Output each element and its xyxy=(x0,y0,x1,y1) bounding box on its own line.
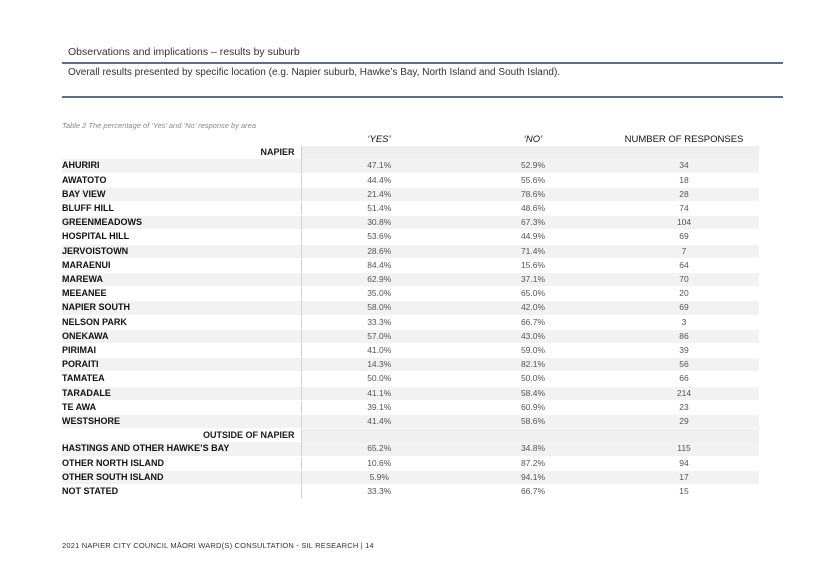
no-percent-cell: 71.4% xyxy=(457,244,609,258)
area-cell: BLUFF HILL xyxy=(62,202,301,216)
table-row xyxy=(62,485,759,499)
responses-column-header: NUMBER OF RESPONSES xyxy=(624,134,744,145)
yes-percent-cell: 58.0% xyxy=(301,301,457,315)
table-row xyxy=(62,258,759,272)
responses-count-cell: 39 xyxy=(609,344,759,358)
no-percent-cell: 34.8% xyxy=(457,442,609,456)
area-cell: MARAENUI xyxy=(62,258,301,272)
area-cell: HOSPITAL HILL xyxy=(62,230,301,244)
no-percent-cell: 42.0% xyxy=(457,301,609,315)
header-rule-bottom xyxy=(62,96,783,98)
area-cell: OTHER NORTH ISLAND xyxy=(62,456,301,470)
area-cell: AWATOTO xyxy=(62,173,301,187)
area-cell: MEEANEE xyxy=(62,287,301,301)
no-percent-cell: 66.7% xyxy=(457,315,609,329)
yes-percent-cell: 47.1% xyxy=(301,159,457,173)
area-cell: TARADALE xyxy=(62,386,301,400)
table-row xyxy=(62,358,759,372)
table-body xyxy=(62,146,759,499)
area-cell: AHURIRI xyxy=(62,159,301,173)
yes-percent-cell: 57.0% xyxy=(301,329,457,343)
group-row-filler xyxy=(609,429,759,443)
no-percent-cell: 58.6% xyxy=(457,415,609,429)
area-cell: PORAITI xyxy=(62,358,301,372)
yes-percent-cell: 44.4% xyxy=(301,173,457,187)
table-row xyxy=(62,301,759,315)
area-cell: TAMATEA xyxy=(62,372,301,386)
responses-count-cell: 17 xyxy=(609,470,759,484)
table-caption: Table 2 The percentage of ‘Yes’ and ‘No’ response by area xyxy=(62,121,257,130)
table-group-row xyxy=(62,146,759,159)
no-percent-cell: 87.2% xyxy=(457,456,609,470)
group-row-filler xyxy=(609,146,759,159)
responses-count-cell: 28 xyxy=(609,187,759,201)
area-cell: WESTSHORE xyxy=(62,415,301,429)
table-row xyxy=(62,400,759,414)
area-cell: PIRIMAI xyxy=(62,344,301,358)
table-row xyxy=(62,202,759,216)
yes-percent-cell: 33.3% xyxy=(301,315,457,329)
responses-count-cell: 18 xyxy=(609,173,759,187)
no-percent-cell: 52.9% xyxy=(457,159,609,173)
yes-percent-cell: 10.6% xyxy=(301,456,457,470)
responses-count-cell: 115 xyxy=(609,442,759,456)
responses-count-cell: 74 xyxy=(609,202,759,216)
yes-percent-cell: 21.4% xyxy=(301,187,457,201)
no-percent-cell: 43.0% xyxy=(457,329,609,343)
responses-count-cell: 66 xyxy=(609,372,759,386)
area-cell: NOT STATED xyxy=(62,485,301,499)
table-group-row xyxy=(62,429,759,443)
responses-count-cell: 70 xyxy=(609,273,759,287)
group-row-filler xyxy=(301,429,457,443)
no-percent-cell: 66.7% xyxy=(457,485,609,499)
yes-percent-cell: 84.4% xyxy=(301,258,457,272)
table-row xyxy=(62,386,759,400)
no-percent-cell: 60.9% xyxy=(457,400,609,414)
responses-count-cell: 69 xyxy=(609,301,759,315)
area-cell: MAREWA xyxy=(62,273,301,287)
yes-percent-cell: 53.6% xyxy=(301,230,457,244)
yes-percent-cell: 39.1% xyxy=(301,400,457,414)
page-footer: 2021 NAPIER CITY COUNCIL MĀORI WARD(S) CONSULTATION - SIL RESEARCH | 14 xyxy=(62,541,374,550)
yes-percent-cell: 14.3% xyxy=(301,358,457,372)
responses-count-cell: 7 xyxy=(609,244,759,258)
area-cell: BAY VIEW xyxy=(62,187,301,201)
yes-percent-cell: 28.6% xyxy=(301,244,457,258)
responses-count-cell: 94 xyxy=(609,456,759,470)
no-percent-cell: 59.0% xyxy=(457,344,609,358)
table-row xyxy=(62,315,759,329)
table-row xyxy=(62,244,759,258)
responses-count-cell: 29 xyxy=(609,415,759,429)
yes-percent-cell: 35.0% xyxy=(301,287,457,301)
responses-count-cell: 20 xyxy=(609,287,759,301)
area-cell: ONEKAWA xyxy=(62,329,301,343)
table-row xyxy=(62,470,759,484)
area-cell: HASTINGS AND OTHER HAWKE’S BAY xyxy=(62,442,301,456)
area-column-header xyxy=(62,133,301,146)
responses-count-cell: 23 xyxy=(609,400,759,414)
area-cell: JERVOISTOWN xyxy=(62,244,301,258)
responses-count-cell: 86 xyxy=(609,329,759,343)
table-row xyxy=(62,442,759,456)
area-cell: TE AWA xyxy=(62,400,301,414)
group-row-filler xyxy=(457,146,609,159)
yes-column-header: ‘YES’ xyxy=(367,134,391,145)
no-percent-cell: 37.1% xyxy=(457,273,609,287)
responses-count-cell: 64 xyxy=(609,258,759,272)
no-percent-cell: 44.9% xyxy=(457,230,609,244)
group-row-filler xyxy=(457,429,609,443)
group-row-filler xyxy=(301,146,457,159)
yes-percent-cell: 62.9% xyxy=(301,273,457,287)
table-row xyxy=(62,230,759,244)
table-row xyxy=(62,159,759,173)
header-rule-top xyxy=(62,62,783,64)
responses-count-cell: 104 xyxy=(609,216,759,230)
responses-count-cell: 15 xyxy=(609,485,759,499)
yes-percent-cell: 65.2% xyxy=(301,442,457,456)
table-row xyxy=(62,415,759,429)
area-cell: NAPIER SOUTH xyxy=(62,301,301,315)
no-percent-cell: 48.6% xyxy=(457,202,609,216)
no-percent-cell: 55.6% xyxy=(457,173,609,187)
yes-percent-cell: 50.0% xyxy=(301,372,457,386)
results-table xyxy=(62,133,759,499)
group-label: NAPIER xyxy=(62,146,301,159)
no-percent-cell: 65.0% xyxy=(457,287,609,301)
table-row xyxy=(62,216,759,230)
responses-count-cell: 69 xyxy=(609,230,759,244)
table-row xyxy=(62,456,759,470)
no-percent-cell: 50.0% xyxy=(457,372,609,386)
yes-percent-cell: 33.3% xyxy=(301,485,457,499)
area-cell: GREENMEADOWS xyxy=(62,216,301,230)
no-percent-cell: 58.4% xyxy=(457,386,609,400)
no-column-header: ‘NO’ xyxy=(523,134,543,145)
no-percent-cell: 15.6% xyxy=(457,258,609,272)
no-percent-cell: 94.1% xyxy=(457,470,609,484)
table-row xyxy=(62,173,759,187)
yes-percent-cell: 41.4% xyxy=(301,415,457,429)
table-row xyxy=(62,329,759,343)
group-label: OUTSIDE OF NAPIER xyxy=(62,429,301,443)
yes-percent-cell: 51.4% xyxy=(301,202,457,216)
table-row xyxy=(62,287,759,301)
yes-percent-cell: 41.0% xyxy=(301,344,457,358)
area-cell: OTHER SOUTH ISLAND xyxy=(62,470,301,484)
responses-count-cell: 214 xyxy=(609,386,759,400)
no-percent-cell: 67.3% xyxy=(457,216,609,230)
table-row xyxy=(62,273,759,287)
responses-count-cell: 3 xyxy=(609,315,759,329)
table-header-row xyxy=(62,133,759,146)
responses-count-cell: 56 xyxy=(609,358,759,372)
table-row xyxy=(62,187,759,201)
yes-percent-cell: 30.8% xyxy=(301,216,457,230)
yes-percent-cell: 5.9% xyxy=(301,470,457,484)
no-percent-cell: 82.1% xyxy=(457,358,609,372)
responses-count-cell: 34 xyxy=(609,159,759,173)
no-percent-cell: 78.6% xyxy=(457,187,609,201)
section-subtitle: Overall results presented by specific location (e.g. Napier suburb, Hawke’s Bay, North Island and South Island). xyxy=(68,67,561,78)
table-row xyxy=(62,344,759,358)
area-cell: NELSON PARK xyxy=(62,315,301,329)
table-row xyxy=(62,372,759,386)
section-title: Observations and implications – results by suburb xyxy=(68,46,300,58)
yes-percent-cell: 41.1% xyxy=(301,386,457,400)
